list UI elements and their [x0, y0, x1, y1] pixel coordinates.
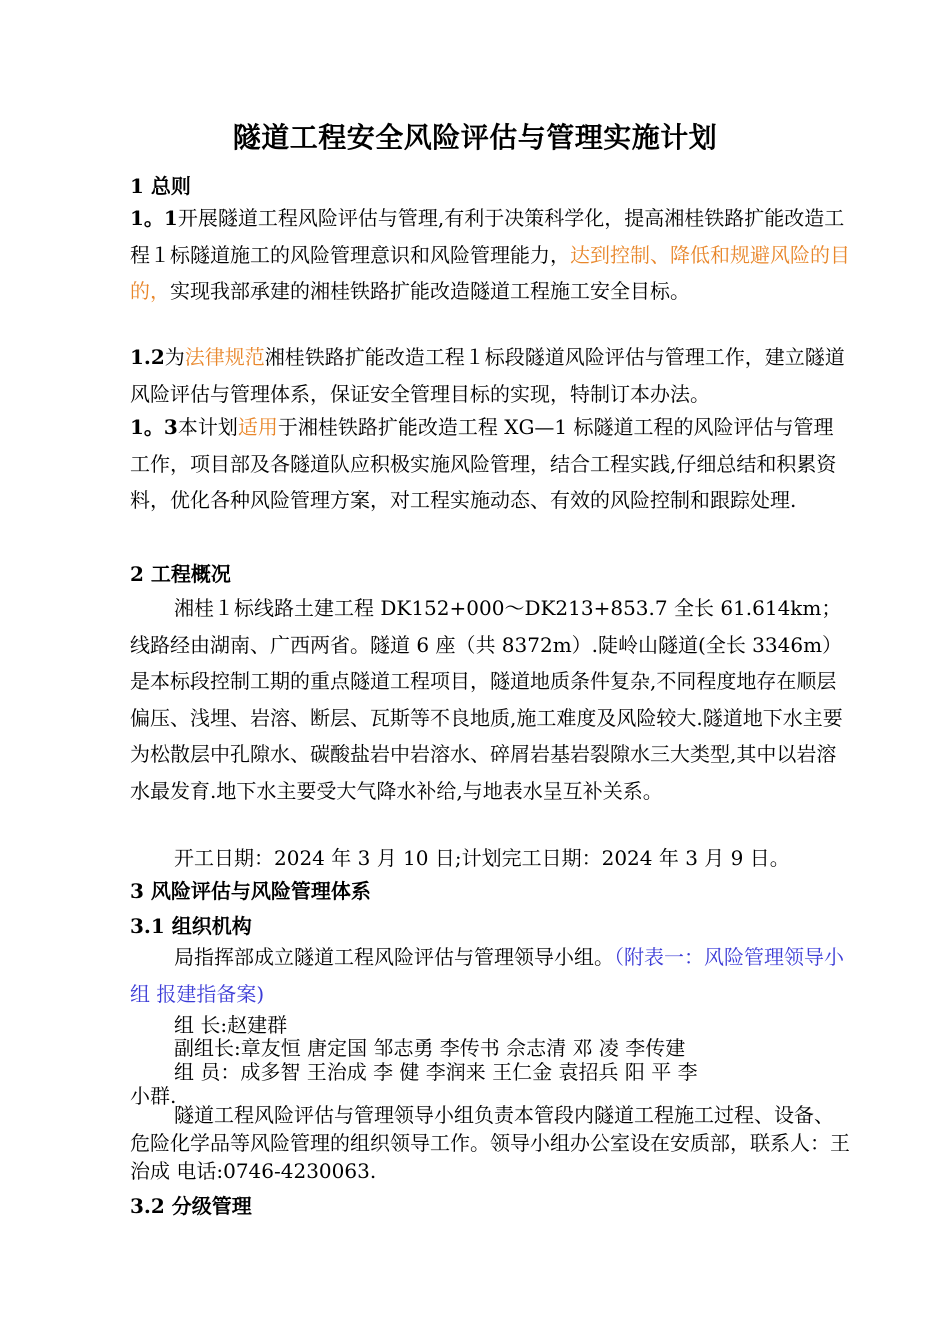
group-members-cont: 小群. — [130, 1084, 177, 1108]
group-leader: 组 长:赵建群 — [174, 1013, 288, 1037]
paragraph-1-3 — [130, 409, 852, 519]
paragraph-3-1-text: 局指挥部成立隧道工程风险评估与管理领导小组。 — [174, 945, 614, 969]
section-3-heading: 3 风险评估与风险管理体系 — [130, 879, 371, 903]
paragraph-2-overview: 湘桂１标线路土建工程 DK152+000～DK213+853.7 全长 61.614km；线路经由湖南、广西两省。隧道 6 座（共 8372m）.陡岭山隧道(全长 3346m）是本标段控制工期的重点隧道工程项目，隧道地质条件复杂,不同程度地存在顺层偏压、浅埋、岩溶、断层、瓦斯等不良地质,施工难度及风险较大.隧道地下水主要为松散层中孔隙水、碳酸盐岩中岩溶水、碎屑岩基岩裂隙水三大类型,其中以岩溶水最发育.地下水主要受大气降水补给,与地表水呈互补关系。 — [130, 596, 843, 803]
paragraph-1-2-text-a: 为 — [164, 345, 185, 369]
paragraph-1-3-highlight: 适用 — [237, 415, 278, 439]
document-title: 隧道工程安全风险评估与管理实施计划 — [232, 121, 718, 154]
paragraph-1-1-number: 1。1 — [130, 206, 178, 230]
group-deputies: 副组长:章友恒 唐定国 邹志勇 李传书 佘志清 邓 凌 李传建 — [174, 1036, 686, 1060]
paragraph-1-3-text-c: 于湘桂铁路扩能改造工程 XG—1 标隧道工程的风险评估与管理工作，项目部及各隧道队应积极实施风险管理，结合工程实践,仔细总结和积累资料，优化各种风险管理方案，对工程实施动态、有效的风险控制和跟踪处理. — [130, 415, 837, 512]
paragraph-1-2-highlight: 法律规范 — [184, 345, 265, 369]
section-1-heading: 1 总则 — [130, 174, 191, 198]
section-3-1-heading: 3.1 组织机构 — [130, 914, 252, 938]
paragraph-3-1-office: 隧道工程风险评估与管理领导小组负责本管段内隧道工程施工过程、设备、危险化学品等风险管理的组织领导工作。领导小组办公室设在安质部，联系人：王治成 电话:0746-4230063. — [130, 1103, 850, 1183]
group-members: 组 员：成多智 王治成 李 健 李润来 王仁金 袁招兵 阳 平 李 — [174, 1060, 698, 1084]
paragraph-1-2-number: 1.2 — [130, 345, 165, 369]
paragraph-3-1 — [130, 939, 852, 1012]
paragraph-1-1 — [130, 200, 852, 310]
paragraph-1-3-text-a: 本计划 — [177, 415, 238, 439]
paragraph-1-1-text-a: 开展隧道工程风险评估与管理,有利于决策科学化，提高湘桂铁路扩能改造工程１标隧道施工的风险管理意识和风险管理能力， — [130, 206, 845, 267]
paragraph-1-1-text-c: 实现我部承建的湘桂铁路扩能改造隧道工程施工安全目标。 — [170, 279, 690, 303]
section-3-2-heading: 3.2 分级管理 — [130, 1194, 252, 1218]
section-2-heading: 2 工程概况 — [130, 562, 231, 586]
paragraph-1-2-text-c: 湘桂铁路扩能改造工程１标段隧道风险评估与管理工作，建立隧道风险评估与管理体系，保证安全管理目标的实现，特制订本办法。 — [130, 345, 845, 406]
paragraph-1-3-number: 1。3 — [130, 415, 178, 439]
paragraph-1-1-highlight: 达到控制、降低和规避风险的目的， — [130, 242, 850, 303]
paragraph-3-1-annex-note: （附表一：风险管理领导小组 报建指备案) — [130, 945, 844, 1006]
schedule-dates: 开工日期：2024 年 3 月 10 日;计划完工日期：2024 年 3 月 9 日。 — [174, 846, 790, 870]
paragraph-1-2 — [130, 339, 852, 412]
